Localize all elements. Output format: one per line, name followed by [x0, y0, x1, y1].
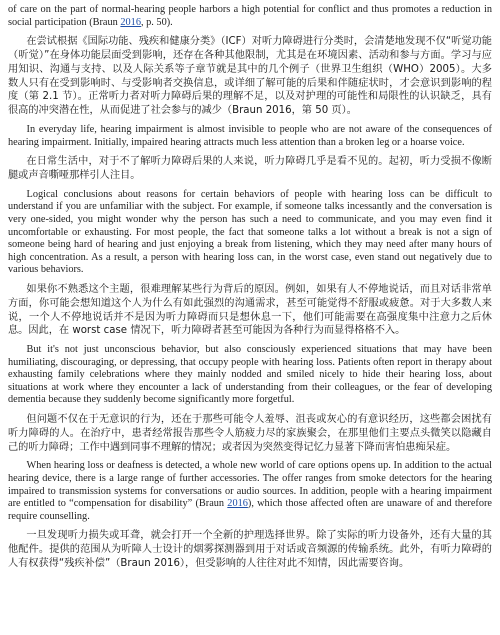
text-fragment: ), which those affected often are unaware of and therefore require counselling. [8, 498, 492, 522]
citation-link[interactable]: 2016 [120, 16, 141, 28]
paragraph-zh-unconscious: 但问题不仅在于无意识的行为，还在于那些可能令人羞辱、沮丧或灰心的有意识经历，这些都会困扰有听力障碍的人。在治疗中，患者经常报告那些令人筋疲力尽的家族聚会，在那里他们主要点头微笑以隐藏自己的听力障碍；工作中遇到同事不理解的情况；或者因为突然变得记忆力显著下降而害怕患痴呆症。 [8, 414, 492, 453]
text-fragment: When hearing loss or deafness is detected, a whole new world of care options opens up. In addition to the actual hearing device, there is a large range of further accessories. The offer ranges from smoke detectors for the hearing impaired to transmission systems for conversations or audio sources. In addition, people with a hearing impairment are entitled to “compensation for disability” (Braun [8, 460, 492, 510]
paragraph-en-continuation [8, 4, 492, 29]
paragraph-en-everyday: In everyday life, hearing impairment is almost invisible to people who are not aware of the consequences of hearing impairment. Initially, impaired hearing attracts much less attention than a broken leg or a hoarse voice. [8, 123, 492, 148]
citation-link[interactable]: 2016 [227, 498, 248, 510]
paragraph-en-unconscious: But it's not just unconscious behavior, but also consciously experienced situations that may have been humiliating, discouraging, or depressing, that occupy people with hearing loss. Patients often report in therapy about exhausting family celebrations where they mainly nodded and smiled nicely to hide their hearing loss, about situations at work where they encounter a lack of understanding from their colleagues, or the fear of developing dementia because they suddenly become significantly more forgetful. [8, 344, 492, 406]
paragraph-zh-icf: 在尝试根据《国际功能、残疾和健康分类》（ICF）对听力障碍进行分类时，会清楚地发现不仅“听觉功能（听觉）”在身体功能层面受到影响，还存在各种其他限制，尤其是在环境因素、活动和参与方面。学习与应用知识、沟通与支持、以及人际关系等子章节就是其中的几个例子（世界卫生组织（WHO）2005）。大多数人只有在受到影响时、与受影响者交换信息，或详细了解可能的后果和伴随症状时，才会意识到影响的程度（第 2.1 节）。正常听力者对听力障碍后果的理解不足，以及对护理的可能性和局限性的认识缺乏，具有很高的冲突潜在性，从而促进了社会参与的减少（Braun 2016，第 50 页）。 [8, 36, 492, 117]
text-fragment: of care on the part of normal-hearing people harbors a high potential for conflict and thus promotes a reduction in social participation (Braun [8, 4, 492, 28]
paragraph-zh-logical: 如果你不熟悉这个主题，很难理解某些行为背后的原因。例如，如果有人不停地说话，而且对话非常单方面，你可能会想知道这个人为什么有如此强烈的沟通需求，甚至可能觉得不舒服或疲惫。对于大多数人来说，一个人不停地说话并不是因为听力障碍而只是想休息一下，他们可能需要在高强度集中注意力之后休息。因此，在 worst case 情况下，听力障碍者甚至可能因为各种行为而显得格格不入。 [8, 283, 492, 337]
text-fragment: , p. 50). [140, 16, 173, 28]
paragraph-en-care-options [8, 460, 492, 523]
paragraph-zh-care-options: 一旦发现听力损失或耳聋，就会打开一个全新的护理选择世界。除了实际的听力设备外，还有大量的其他配件。提供的范围从为听障人士设计的烟雾探测器到用于对话或音频源的传输系统。此外，有听力障碍的人有权获得“残疾补偿”（Braun 2016），但受影响的人往往对此不知情，因此需要咨询。 [8, 530, 492, 570]
paragraph-en-logical: Logical conclusions about reasons for certain behaviors of people with hearing loss can be difficult to understand if you are unfamiliar with the subject. For example, if someone talks incessantly and the conversation is very one-sided, you might wonder why the person has such a need to communicate, and you may even find it uncomfortable or exhausting. For most people, the fact that someone talks a lot without a break is not a sign of someone being hard of hearing and just enjoying a break from listening, which they may need after many hours of high concentration. As a result, a person with hearing loss can, in the worst case, even stand out negatively due to various behaviors. [8, 188, 492, 276]
paragraph-zh-everyday: 在日常生活中，对于不了解听力障碍后果的人来说，听力障碍几乎是看不见的。起初，听力受损不像断腿或声音嘶哑那样引人注目。 [8, 156, 492, 181]
